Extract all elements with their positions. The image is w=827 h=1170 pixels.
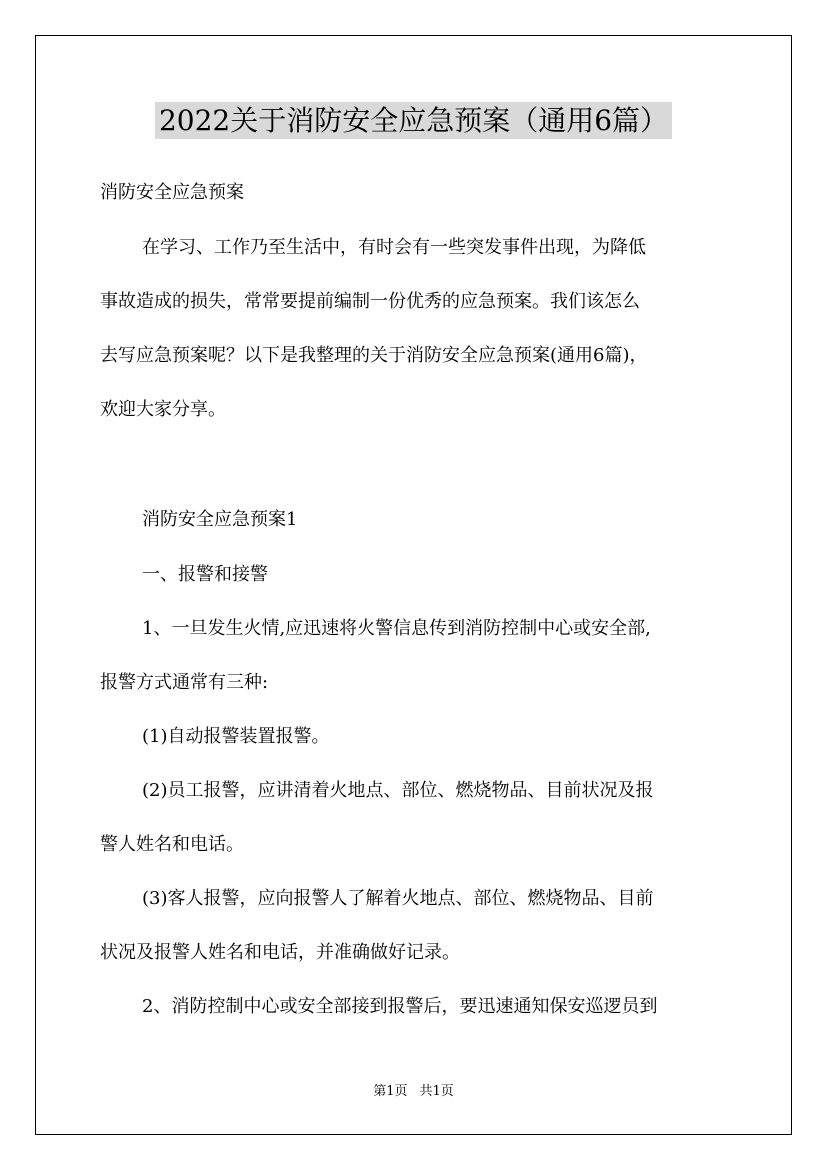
intro-line-3: 去写应急预案呢？以下是我整理的关于消防安全应急预案(通用6篇)， <box>100 345 648 366</box>
plan-line-5: 警人姓名和电话。 <box>100 834 244 855</box>
document-title-text: 2022关于消防安全应急预案（通用6篇） <box>155 102 672 139</box>
page-footer <box>0 1083 827 1101</box>
plan-line-2: 报警方式通常有三种: <box>100 672 269 693</box>
document-title <box>0 98 827 144</box>
page-number: 第1页 <box>373 1084 408 1099</box>
plan-line-6: (3)客人报警，应向报警人了解着火地点、部位、燃烧物品、目前 <box>142 888 654 909</box>
intro-line-1: 在学习、工作乃至生活中，有时会有一些突发事件出现，为降低 <box>142 237 646 258</box>
plan-heading: 消防安全应急预案1 <box>142 509 298 530</box>
intro-line-4: 欢迎大家分享。 <box>100 399 226 420</box>
plan-line-3: (1)自动报警装置报警。 <box>142 726 330 747</box>
plan-line-7: 状况及报警人姓名和电话，并准确做好记录。 <box>100 942 460 963</box>
plan-subheading: 一、报警和接警 <box>142 564 268 585</box>
section-heading: 消防安全应急预案 <box>100 182 244 203</box>
page-total: 共1页 <box>419 1084 454 1099</box>
intro-line-2: 事故造成的损失，常常要提前编制一份优秀的应急预案。我们该怎么 <box>100 291 640 312</box>
plan-line-4: (2)员工报警，应讲清着火地点、部位、燃烧物品、目前状况及报 <box>142 780 654 801</box>
plan-line-1: 1、一旦发生火情,应迅速将火警信息传到消防控制中心或安全部, <box>142 618 651 639</box>
plan-line-8: 2、消防控制中心或安全部接到报警后，要迅速通知保安巡逻员到 <box>142 996 658 1017</box>
